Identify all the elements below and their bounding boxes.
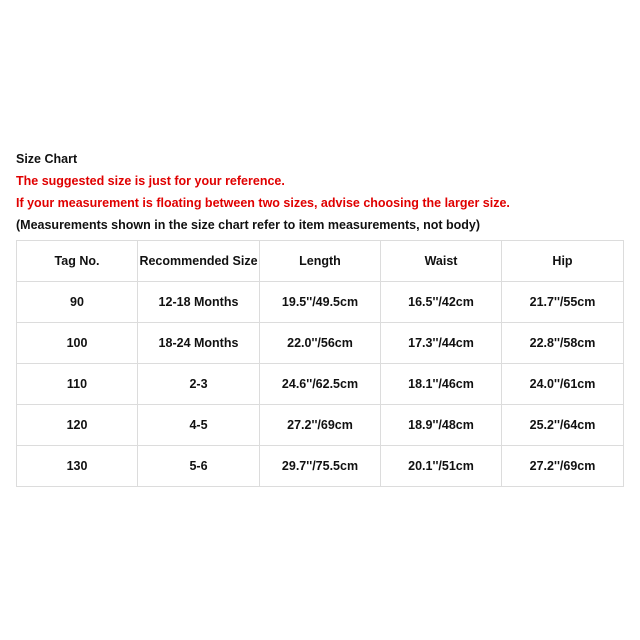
table-header-row: [17, 241, 624, 282]
cell-length: 27.2''/69cm: [260, 405, 381, 446]
cell-length: 24.6''/62.5cm: [260, 364, 381, 405]
table-row: [17, 282, 624, 323]
cell-waist: 17.3''/44cm: [381, 323, 502, 364]
column-header-recommended-size: Recommended Size: [138, 241, 260, 282]
cell-waist: 18.1''/46cm: [381, 364, 502, 405]
cell-waist: 16.5''/42cm: [381, 282, 502, 323]
cell-recommended-size: 12-18 Months: [138, 282, 260, 323]
table-row: [17, 323, 624, 364]
cell-length: 29.7''/75.5cm: [260, 446, 381, 487]
cell-tag-no: 100: [17, 323, 138, 364]
table-row: [17, 364, 624, 405]
column-header-waist: Waist: [381, 241, 502, 282]
cell-hip: 27.2''/69cm: [502, 446, 624, 487]
cell-recommended-size: 5-6: [138, 446, 260, 487]
measurement-disclaimer: (Measurements shown in the size chart refer to item measurements, not body): [16, 218, 480, 232]
cell-hip: 22.8''/58cm: [502, 323, 624, 364]
cell-length: 19.5''/49.5cm: [260, 282, 381, 323]
cell-recommended-size: 4-5: [138, 405, 260, 446]
cell-tag-no: 120: [17, 405, 138, 446]
cell-tag-no: 110: [17, 364, 138, 405]
column-header-hip: Hip: [502, 241, 624, 282]
column-header-tag-no: Tag No.: [17, 241, 138, 282]
size-table: [16, 240, 624, 487]
column-header-length: Length: [260, 241, 381, 282]
larger-size-advice: If your measurement is floating between two sizes, advise choosing the larger size.: [16, 196, 510, 210]
cell-tag-no: 90: [17, 282, 138, 323]
cell-waist: 18.9''/48cm: [381, 405, 502, 446]
table-row: [17, 446, 624, 487]
cell-hip: 21.7''/55cm: [502, 282, 624, 323]
page-title: Size Chart: [16, 152, 78, 166]
cell-waist: 20.1''/51cm: [381, 446, 502, 487]
cell-length: 22.0''/56cm: [260, 323, 381, 364]
size-chart-header: [16, 148, 628, 236]
suggested-size-note: The suggested size is just for your reference.: [16, 174, 285, 188]
table-row: [17, 405, 624, 446]
cell-hip: 25.2''/64cm: [502, 405, 624, 446]
cell-tag-no: 130: [17, 446, 138, 487]
cell-recommended-size: 2-3: [138, 364, 260, 405]
cell-hip: 24.0''/61cm: [502, 364, 624, 405]
cell-recommended-size: 18-24 Months: [138, 323, 260, 364]
